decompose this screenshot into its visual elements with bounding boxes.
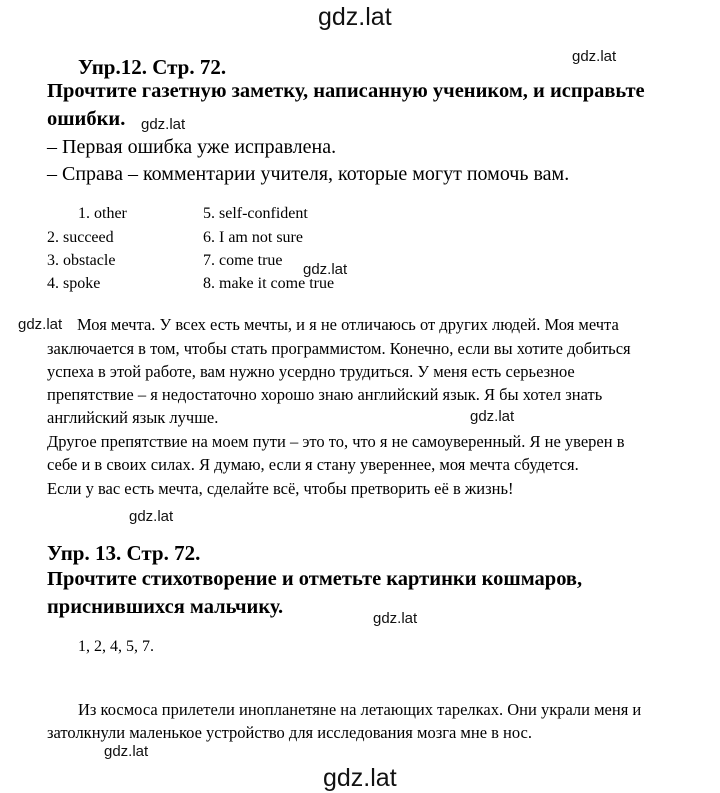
watermark: gdz.lat [141,116,186,133]
watermark: gdz.lat [470,408,515,425]
exercise-12-heading: Упр.12. Стр. 72. [78,55,227,79]
answer-item: 2. succeed [47,229,114,246]
exercise-12-task-line2: ошибки. [47,108,126,130]
text-line: Моя мечта. У всех есть мечты, и я не отличаюсь от других людей. Моя мечта [77,315,619,334]
exercise-13-task-line2: приснившихся мальчику. [47,596,284,618]
answer-item: 1. other [78,205,127,222]
exercise-12-note-1: – Первая ошибка уже исправлена. [47,136,337,158]
exercise-13-heading: Упр. 13. Стр. 72. [47,541,201,565]
watermark: gdz.lat [129,508,174,525]
answer-item: 5. self-confident [203,205,308,222]
exercise-12-note-2: – Справа – комментарии учителя, которые могут помочь вам. [47,163,570,185]
text-line: английский язык лучше. [47,408,219,427]
text-line: препятствие – я недостаточно хорошо знаю английский язык. Я бы хотел знать [47,385,603,404]
answer-item: 7. come true [203,252,283,269]
watermark: gdz.lat [18,316,63,333]
text-line: Если у вас есть мечта, сделайте всё, чтобы претворить её в жизнь! [47,479,514,498]
exercise-13-answer: 1, 2, 4, 5, 7. [78,638,154,655]
text-line: себе и в своих силах. Я думаю, если я стану увереннее, моя мечта сбудется. [47,455,579,474]
exercise-12-task-line1: Прочтите газетную заметку, написанную учеником, и исправьте [47,80,645,102]
text-line: Из космоса прилетели инопланетяне на летающих тарелках. Они украли меня и [78,700,642,719]
answer-item: 4. spoke [47,275,101,292]
text-line: успеха в этой работе, вам нужно усердно трудиться. У меня есть серьезное [47,362,575,381]
watermark-bottom: gdz.lat [323,764,397,792]
answer-item: 3. obstacle [47,252,116,269]
text-line: заключается в том, чтобы стать программистом. Конечно, если вы хотите добиться [47,339,631,358]
watermark: gdz.lat [303,261,348,278]
watermark: gdz.lat [572,48,617,65]
watermark: gdz.lat [104,743,149,760]
text-line: Другое препятствие на моем пути – это то, что я не самоуверенный. Я не уверен в [47,432,625,451]
watermark: gdz.lat [373,610,418,627]
answer-item: 6. I am not sure [203,229,303,246]
text-line: затолкнули маленькое устройство для исследования мозга мне в нос. [47,723,533,742]
exercise-13-task-line1: Прочтите стихотворение и отметьте картинки кошмаров, [47,568,583,590]
watermark-top: gdz.lat [318,3,392,31]
answer-item: 8. make it come true [203,275,335,292]
